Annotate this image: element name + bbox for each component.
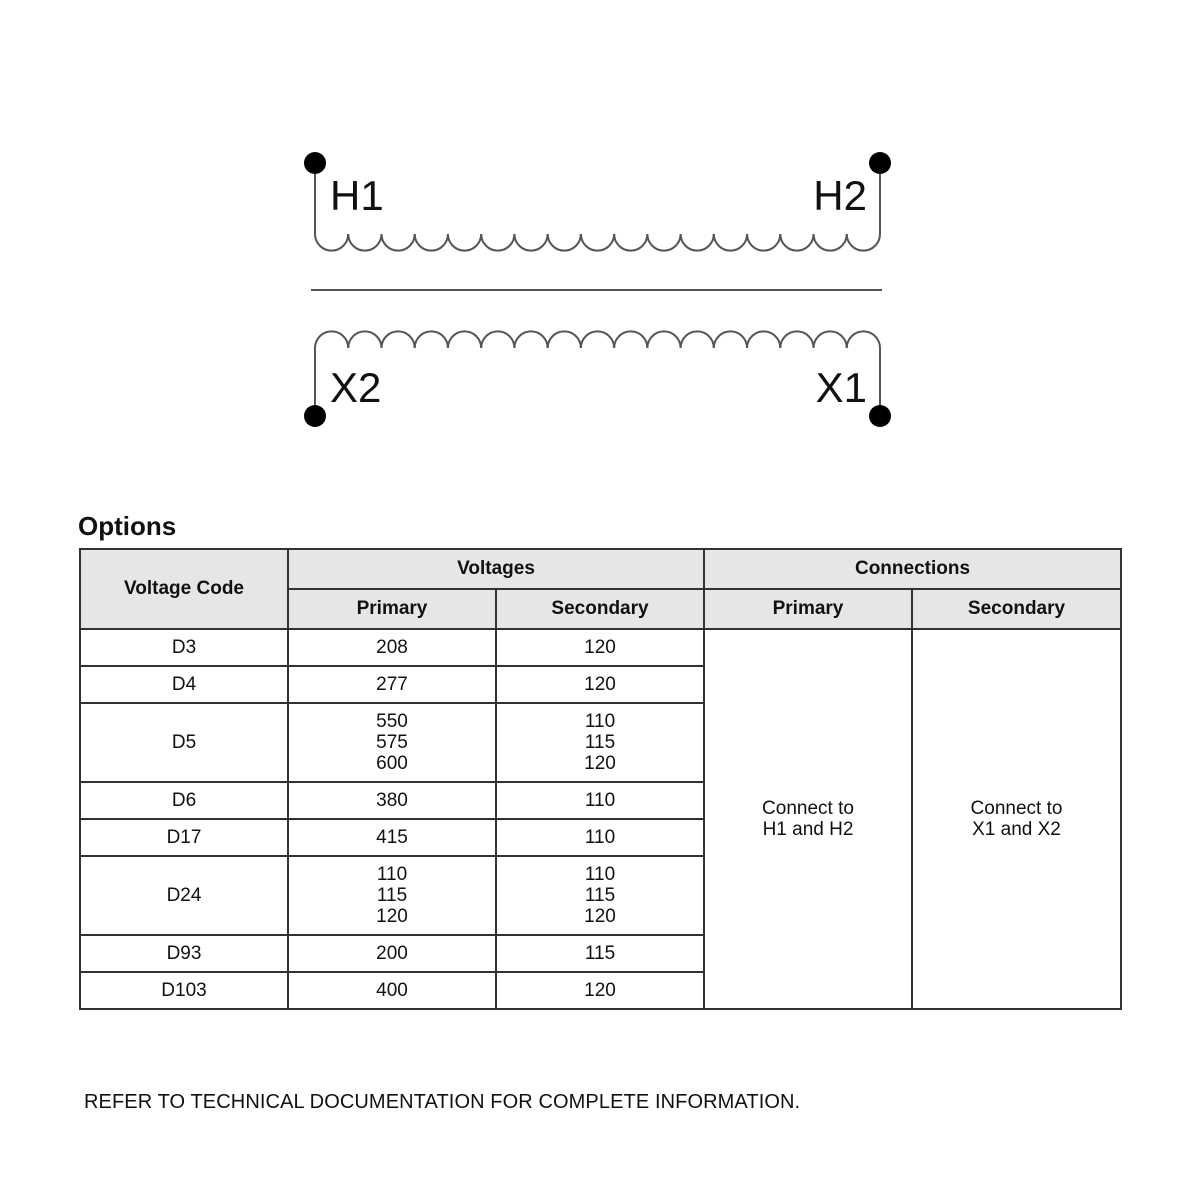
voltages-header: Voltages <box>288 549 704 589</box>
voltage-code-header: Voltage Code <box>80 549 288 629</box>
secondary-voltage-value: 120 <box>584 980 616 1001</box>
primary-voltage-value: 550 <box>376 711 408 732</box>
primary-voltage-value: 600 <box>376 753 408 774</box>
secondary-voltage-value: 120 <box>584 674 616 695</box>
primary-voltage-value: 110 <box>376 864 408 885</box>
terminal-h2-dot <box>869 152 891 174</box>
secondary-voltage-value: 120 <box>584 753 616 774</box>
primary-voltage-value: 277 <box>376 674 408 695</box>
primary-voltage-cell <box>288 972 496 1009</box>
primary-voltage-value: 208 <box>376 637 408 658</box>
connection-secondary-line: Connect to <box>970 798 1063 819</box>
primary-voltage-cell <box>288 666 496 703</box>
header-row-top <box>80 549 1121 589</box>
primary-voltage-value: 415 <box>376 827 408 848</box>
primary-voltage-value: 575 <box>376 732 408 753</box>
options-title: Options <box>78 511 177 541</box>
secondary-voltage-cell <box>496 782 704 819</box>
voltage-code-cell: D103 <box>80 972 288 1009</box>
secondary-voltage-value: 115 <box>584 732 616 753</box>
primary-voltage-value: 120 <box>376 906 408 927</box>
terminal-h1-dot <box>304 152 326 174</box>
voltage-code-cell: D5 <box>80 703 288 782</box>
connections-secondary-header: Secondary <box>912 589 1121 629</box>
connection-primary-line: H1 and H2 <box>762 819 854 840</box>
secondary-voltage-cell <box>496 819 704 856</box>
primary-voltage-cell <box>288 819 496 856</box>
primary-voltage-cell <box>288 703 496 782</box>
secondary-voltage-value: 110 <box>584 864 616 885</box>
connections-primary-header: Primary <box>704 589 912 629</box>
terminal-h1-label: H1 <box>330 172 384 219</box>
voltages-primary-header: Primary <box>288 589 496 629</box>
voltage-code-cell: D17 <box>80 819 288 856</box>
connections-primary-cell <box>704 629 912 1009</box>
primary-voltage-value: 200 <box>376 943 408 964</box>
secondary-voltage-cell <box>496 629 704 666</box>
terminal-x2-label: X2 <box>330 364 382 411</box>
secondary-voltage-value: 110 <box>584 827 616 848</box>
connection-primary-line: Connect to <box>762 798 854 819</box>
connections-header: Connections <box>704 549 1121 589</box>
secondary-voltage-value: 115 <box>584 943 616 964</box>
secondary-voltage-value: 115 <box>584 885 616 906</box>
transformer-wiring-diagram <box>0 0 1200 480</box>
options-table <box>79 548 1122 1010</box>
voltage-code-cell: D3 <box>80 629 288 666</box>
secondary-voltage-cell <box>496 703 704 782</box>
primary-voltage-value: 400 <box>376 980 408 1001</box>
connection-secondary-line: X1 and X2 <box>972 819 1061 840</box>
primary-voltage-cell <box>288 935 496 972</box>
secondary-voltage-value: 120 <box>584 906 616 927</box>
secondary-voltage-cell <box>496 972 704 1009</box>
connections-secondary-cell <box>912 629 1121 1009</box>
secondary-voltage-value: 110 <box>584 790 616 811</box>
table-row <box>80 629 1121 666</box>
primary-voltage-cell <box>288 629 496 666</box>
voltage-code-cell: D93 <box>80 935 288 972</box>
primary-voltage-cell <box>288 782 496 819</box>
terminal-x2-dot <box>304 405 326 427</box>
secondary-voltage-value: 120 <box>584 637 616 658</box>
voltage-code-cell: D24 <box>80 856 288 935</box>
footnote: REFER TO TECHNICAL DOCUMENTATION FOR COMPLETE INFORMATION. <box>84 1091 801 1113</box>
primary-voltage-cell <box>288 856 496 935</box>
secondary-voltage-cell <box>496 666 704 703</box>
voltage-code-cell: D6 <box>80 782 288 819</box>
voltages-secondary-header: Secondary <box>496 589 704 629</box>
primary-voltage-value: 380 <box>376 790 408 811</box>
secondary-winding <box>315 331 880 416</box>
secondary-voltage-cell <box>496 856 704 935</box>
terminal-h2-label: H2 <box>813 172 867 219</box>
terminal-x1-dot <box>869 405 891 427</box>
secondary-voltage-value: 110 <box>584 711 616 732</box>
secondary-voltage-cell <box>496 935 704 972</box>
voltage-code-cell: D4 <box>80 666 288 703</box>
primary-voltage-value: 115 <box>376 885 408 906</box>
primary-winding <box>315 163 880 251</box>
terminal-x1-label: X1 <box>815 364 867 411</box>
